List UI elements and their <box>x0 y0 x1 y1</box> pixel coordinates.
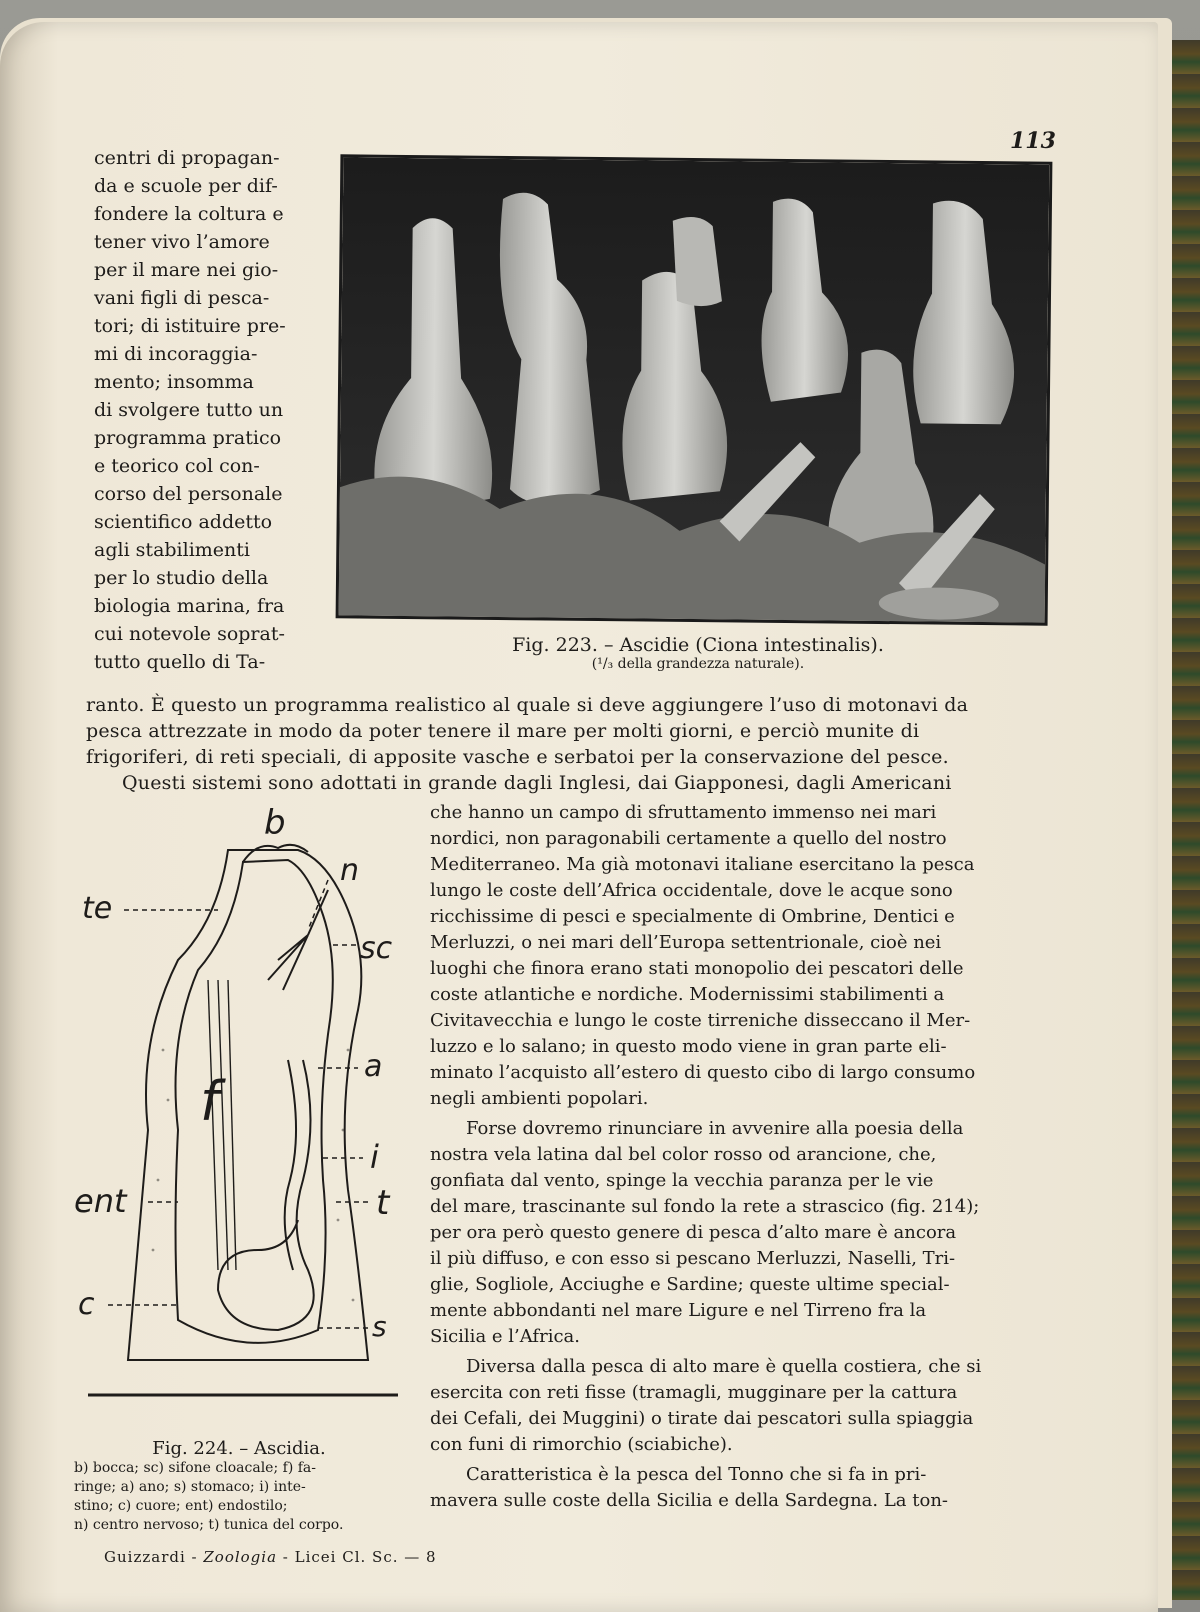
label-c: c <box>78 1287 95 1322</box>
text-line: da e scuole per dif- <box>94 175 278 197</box>
text-line: glie, Sogliole, Acciughe e Sardine; queste ultime special- <box>430 1274 950 1295</box>
ascidie-photograph <box>336 154 1053 625</box>
text-line: coste atlantiche e nordiche. Modernissimi stabilimenti a <box>430 984 945 1005</box>
label-te: te <box>82 891 113 926</box>
text-line: Sicilia e l’Africa. <box>430 1326 580 1347</box>
page-number: 113 <box>1010 128 1056 154</box>
text-line: Caratteristica è la pesca del Tonno che si fa in pri- <box>466 1464 927 1485</box>
text-line: tener vivo l’amore <box>94 231 270 253</box>
label-i: i <box>370 1138 379 1176</box>
text-line: lungo le coste dell’Africa occidentale, dove le acque sono <box>430 880 953 901</box>
caption-line: ringe; a) ano; s) stomaco; i) inte- <box>74 1479 306 1495</box>
text-line: nostra vela latina dal bel color rosso od arancione, che, <box>430 1144 937 1165</box>
text-line: mente abbondanti nel mare Ligure e nel Tirreno fra la <box>430 1300 927 1321</box>
text-line: con funi di rimorchio (sciabiche). <box>430 1434 733 1455</box>
text-line: di svolgere tutto un <box>94 399 284 421</box>
label-b: b <box>264 803 286 843</box>
caption-line: b) bocca; sc) sifone cloacale; f) fa- <box>74 1460 316 1476</box>
text-line: pesca attrezzate in modo da poter tenere il mare per molti giorni, e perciò munite di <box>86 720 920 742</box>
text-line: Questi sistemi sono adottati in grande dagli Inglesi, dai Giapponesi, dagli Americani <box>122 772 952 794</box>
figure-224-caption <box>74 1438 404 1535</box>
label-sc: sc <box>360 931 393 966</box>
figure-224-caption-title: Fig. 224. – Ascidia. <box>152 1438 326 1459</box>
text-line: Forse dovremo rinunciare in avvenire alla poesia della <box>466 1118 964 1139</box>
text-line: scientifico addetto <box>94 511 273 533</box>
caption-line: stino; c) cuore; ent) endostilo; <box>74 1498 288 1514</box>
full-width-text <box>86 692 1036 796</box>
text-line: Merluzzi, o nei mari dell’Europa settentrionale, cioè nei <box>430 932 942 953</box>
label-s: s <box>372 1310 387 1343</box>
text-line: ranto. È questo un programma realistico al quale si deve aggiungere l’uso di motonavi da <box>86 694 969 716</box>
figure-223-caption <box>488 634 908 672</box>
text-line: biologia marina, fra <box>94 595 285 617</box>
text-line: mi di incoraggia- <box>94 343 258 365</box>
text-line: corso del personale <box>94 483 283 505</box>
text-line: del mare, trascinante sul fondo la rete a strascico (fig. 214); <box>430 1196 980 1217</box>
figure-223-caption-sub: (¹/₃ della grandezza naturale). <box>591 656 805 672</box>
text-line: luzzo e lo salano; in questo modo viene in gran parte eli- <box>430 1036 947 1057</box>
label-f: f <box>200 1070 220 1133</box>
text-line: mavera sulle coste della Sicilia e della Sardegna. La ton- <box>430 1490 948 1511</box>
text-line: Diversa dalla pesca di alto mare è quella costiera, che si <box>466 1356 982 1377</box>
label-n: n <box>340 853 360 888</box>
label-t: t <box>376 1183 390 1223</box>
text-line: per lo studio della <box>94 567 269 589</box>
text-line: cui notevole soprat- <box>94 623 285 645</box>
figure-223-caption-main: Fig. 223. – Ascidie (Ciona intestinalis). <box>512 634 884 656</box>
text-line: gonfiata dal vento, spinge la vecchia paranza per le vie <box>430 1170 934 1191</box>
text-line: esercita con reti fisse (tramagli, mugginare per la cattura <box>430 1382 958 1403</box>
text-line: nordici, non paragonabili certamente a quello del nostro <box>430 828 947 849</box>
text-line: minato l’acquisto all’estero di questo cibo di largo consumo <box>430 1062 976 1083</box>
footer-sep: - <box>185 1548 204 1566</box>
label-ent: ent <box>74 1182 127 1220</box>
ascidia-diagram-art <box>68 800 418 1430</box>
footer-title: Zoologia <box>203 1548 278 1566</box>
page-footer <box>104 1548 437 1566</box>
footer-rest: - Licei Cl. Sc. — 8 <box>277 1548 437 1566</box>
label-a: a <box>364 1049 383 1084</box>
text-line: mento; insomma <box>94 371 254 393</box>
caption-line: n) centro nervoso; t) tunica del corpo. <box>74 1517 344 1533</box>
text-line: centri di propagan- <box>94 147 280 169</box>
text-line: tutto quello di Ta- <box>94 651 266 673</box>
text-line: Mediterraneo. Ma già motonavi italiane esercitano la pesca <box>430 854 975 875</box>
text-line: vani figli di pesca- <box>94 287 270 309</box>
text-line: ricchissime di pesci e specialmente di Ombrine, Dentici e <box>430 906 955 927</box>
text-line: e teorico col con- <box>94 455 260 477</box>
left-column <box>94 144 304 676</box>
text-line: luoghi che finora erano stati monopolio dei pescatori delle <box>430 958 964 979</box>
text-line: agli stabilimenti <box>94 539 250 561</box>
text-line: programma pratico <box>94 427 282 449</box>
text-line: tori; di istituire pre- <box>94 315 286 337</box>
text-line: per il mare nei gio- <box>94 259 279 281</box>
ascidie-photo-art <box>339 157 1050 622</box>
text-line: che hanno un campo di sfruttamento immenso nei mari <box>430 802 937 823</box>
text-line: per ora però questo genere di pesca d’alto mare è ancora <box>430 1222 957 1243</box>
ascidia-diagram <box>68 800 418 1430</box>
text-line: il più diffuso, e con esso si pescano Merluzzi, Naselli, Tri- <box>430 1248 956 1269</box>
text-line: negli ambienti popolari. <box>430 1088 649 1109</box>
text-line: dei Cefali, dei Muggini) o tirate dai pescatori sulla spiaggia <box>430 1408 974 1429</box>
text-line: Civitavecchia e lungo le coste tirreniche disseccano il Mer- <box>430 1010 971 1031</box>
footer-author: Guizzardi <box>104 1548 186 1566</box>
right-column <box>430 800 1040 1514</box>
text-line: frigoriferi, di reti speciali, di apposite vasche e serbatoi per la conservazione del pesce. <box>86 746 949 768</box>
text-line: fondere la coltura e <box>94 203 284 225</box>
